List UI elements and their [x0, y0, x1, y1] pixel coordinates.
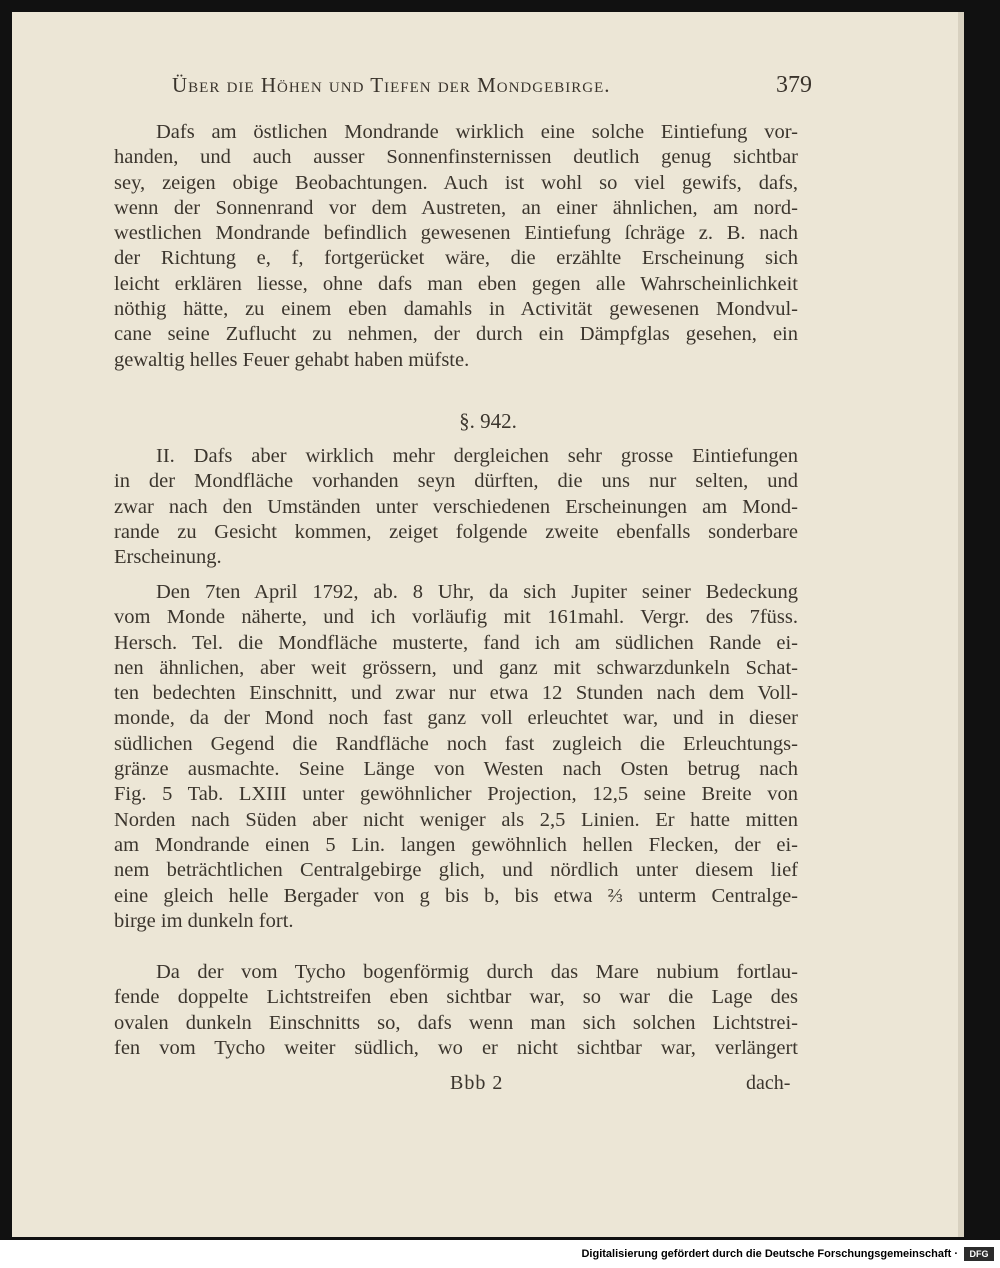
text-line: wenn der Sonnenrand vor dem Austreten, an einer ähnlichen, am nord-: [114, 196, 798, 219]
text-line: nöthig hätte, zu einem eben damahls in Activität gewesenen Mondvul-: [114, 298, 798, 321]
text-line: westlichen Mondrande befindlich gewesenen Eintiefung ſchräge z. B. nach: [114, 222, 798, 245]
funding-notice: Digitalisierung gefördert durch die Deutsche Forschungsgemeinschaft ·: [581, 1248, 958, 1260]
text-line: eine gleich helle Bergader von g bis b, bis etwa ⅔ unterm Centralge-: [114, 884, 798, 907]
text-line: birge im dunkeln fort.: [114, 909, 294, 932]
catchword: dach-: [746, 1072, 791, 1094]
running-title: Über die Höhen und Tiefen der Mondgebirge.: [172, 73, 611, 97]
text-line: Da der vom Tycho bogenförmig durch das Mare nubium fortlau-: [156, 961, 798, 983]
text-line: Erscheinung.: [114, 546, 222, 569]
paragraph-4: [114, 960, 798, 1061]
text-line: der Richtung e, f, fortgerücket wäre, die erzählte Erscheinung sich: [114, 247, 798, 270]
text-line: vom Monde näherte, und ich vorläufig mit 161mahl. Vergr. des 7füss.: [114, 606, 798, 629]
text-line: cane seine Zuflucht zu nehmen, der durch ein Dämpfglas gesehen, ein: [114, 323, 798, 346]
text-line: Fig. 5 Tab. LXIII unter gewöhnlicher Projection, 12,5 seine Breite von: [114, 783, 798, 806]
section-heading: §. 942.: [459, 409, 517, 433]
text-line: fende doppelte Lichtstreifen eben sichtbar war, so war die Lage des: [114, 986, 798, 1009]
text-line: Den 7ten April 1792, ab. 8 Uhr, da sich Jupiter seiner Bedeckung: [156, 581, 798, 603]
text-line: in der Mondfläche vorhanden seyn dürften, die uns nur selten, und: [114, 470, 798, 493]
text-line: monde, da der Mond noch fast ganz voll erleuchtet war, und in dieser: [114, 707, 798, 730]
paragraph-2: [114, 444, 798, 570]
text-line: rande zu Gesicht kommen, zeiget folgende zweite ebenfalls sonderbare: [114, 520, 798, 543]
text-line: nem beträchtlichen Centralgebirge glich, und nördlich unter diesem lief: [114, 859, 798, 882]
text-line: zwar nach den Umständen unter verschiedenen Erscheinungen am Mond-: [114, 495, 798, 518]
text-line: südlichen Gegend die Randfläche noch fast zugleich die Erleuchtungs-: [114, 732, 798, 755]
book-page: [12, 12, 964, 1237]
page-number: 379: [776, 72, 812, 98]
printer-signature: Bbb 2: [450, 1072, 504, 1094]
paragraph-1: [114, 120, 798, 373]
text-line: fen vom Tycho weiter südlich, wo er nicht sichtbar war, verlängert: [114, 1036, 798, 1059]
text-line: nen ähnlichen, aber weit grössern, und ganz mit schwarzdunkeln Schat-: [114, 656, 798, 679]
text-line: ten bedechten Einschnitt, und zwar nur etwa 12 Stunden nach dem Voll-: [114, 682, 798, 705]
text-line: Dafs am östlichen Mondrande wirklich eine solche Eintiefung vor-: [156, 121, 798, 143]
text-line: leicht erklären liesse, ohne dafs man eben gegen alle Wahrscheinlichkeit: [114, 272, 798, 295]
paragraph-3: [114, 580, 798, 934]
footer-bar: [0, 1240, 1000, 1268]
text-line: am Mondrande einen 5 Lin. langen gewöhnlich hellen Flecken, der ei-: [114, 833, 798, 856]
text-line: gränze ausmachte. Seine Länge von Westen nach Osten betrug nach: [114, 758, 798, 781]
dfg-logo-icon: DFG: [964, 1247, 994, 1261]
text-line: Hersch. Tel. die Mondfläche musterte, fand ich am südlichen Rande ei-: [114, 631, 798, 654]
running-header: [172, 72, 812, 99]
text-line: ovalen dunkeln Einschnitts so, dafs wenn man sich solchen Lichtstrei-: [114, 1011, 798, 1034]
text-line: II. Dafs aber wirklich mehr dergleichen sehr grosse Eintiefungen: [156, 445, 798, 467]
text-line: gewaltig helles Feuer gehabt haben müfste.: [114, 348, 470, 371]
text-line: handen, und auch ausser Sonnenfinsternissen deutlich genug sichtbar: [114, 146, 798, 169]
text-line: sey, zeigen obige Beobachtungen. Auch ist wohl so viel gewifs, dafs,: [114, 171, 798, 194]
text-line: Norden nach Süden aber nicht weniger als 2,5 Linien. Er hatte mitten: [114, 808, 798, 831]
